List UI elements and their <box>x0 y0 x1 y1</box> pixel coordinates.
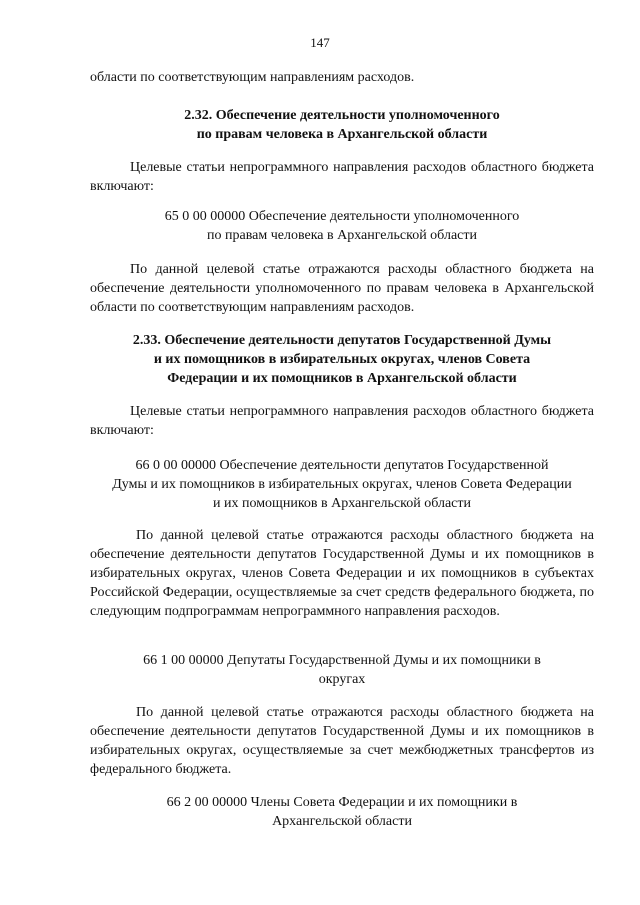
section-2-32-intro: Целевые статьи непрограммного направления расходов областного бюджета включают: <box>90 160 594 194</box>
code-line: Архангельской области <box>272 814 412 829</box>
code-line: 66 0 00 00000 Обеспечение деятельности депутатов Государственной <box>135 458 549 473</box>
subsection-66-1-description: По данной целевой статье отражаются расходы областного бюджета на обеспечение деятельности депутатов Государственной Думы и их помощников в избирательных округах, осуществляемые за счет межбюджетных трансфертов из федерального бюджета. <box>90 705 594 777</box>
heading-line: по правам человека в Архангельской области <box>196 127 488 142</box>
section-2-33-code <box>90 456 594 513</box>
subsection-66-2-code <box>90 793 594 831</box>
page-number: 147 <box>310 35 330 50</box>
section-2-32-description: По данной целевой статье отражаются расходы областного бюджета на обеспечение деятельности уполномоченного по правам человека в Архангельской области по соответствующим направлениям расходов. <box>90 262 594 315</box>
code-line: 65 0 00 00000 Обеспечение деятельности уполномоченного <box>164 209 520 224</box>
heading-line: Федерации и их помощников в Архангельской области <box>167 371 517 386</box>
code-line: 66 1 00 00000 Депутаты Государственной Думы и их помощники в <box>143 653 541 668</box>
section-2-32-code <box>90 207 594 245</box>
section-2-33-intro: Целевые статьи непрограммного направления расходов областного бюджета включают: <box>90 404 594 438</box>
subsection-66-1-code <box>90 651 594 689</box>
code-line: 66 2 00 00000 Члены Совета Федерации и их помощники в <box>166 795 518 810</box>
heading-line: и их помощников в избирательных округах, членов Совета <box>153 352 531 367</box>
code-line: по правам человека в Архангельской области <box>207 228 477 243</box>
heading-line: 2.33. Обеспечение деятельности депутатов Государственной Думы <box>132 333 552 348</box>
section-2-33-description: По данной целевой статье отражаются расходы областного бюджета на обеспечение деятельности депутатов Государственной Думы и их помощников в избирательных округах, членов Совета Федерации и их помощников в субъектах Российской Федерации, осуществляемые за счет средств федерального бюджета, по следующим подпрограммам непрограммного направления расходов. <box>90 528 594 619</box>
heading-line: 2.32. Обеспечение деятельности уполномоченного <box>184 108 500 123</box>
section-2-33-heading <box>90 331 594 388</box>
continuation-text: области по соответствующим направлениям расходов. <box>90 70 415 85</box>
code-line: и их помощников в Архангельской области <box>212 496 471 511</box>
code-line: округах <box>318 672 366 687</box>
code-line: Думы и их помощников в избирательных округах, членов Совета Федерации <box>112 477 572 492</box>
section-2-32-heading <box>90 106 594 144</box>
